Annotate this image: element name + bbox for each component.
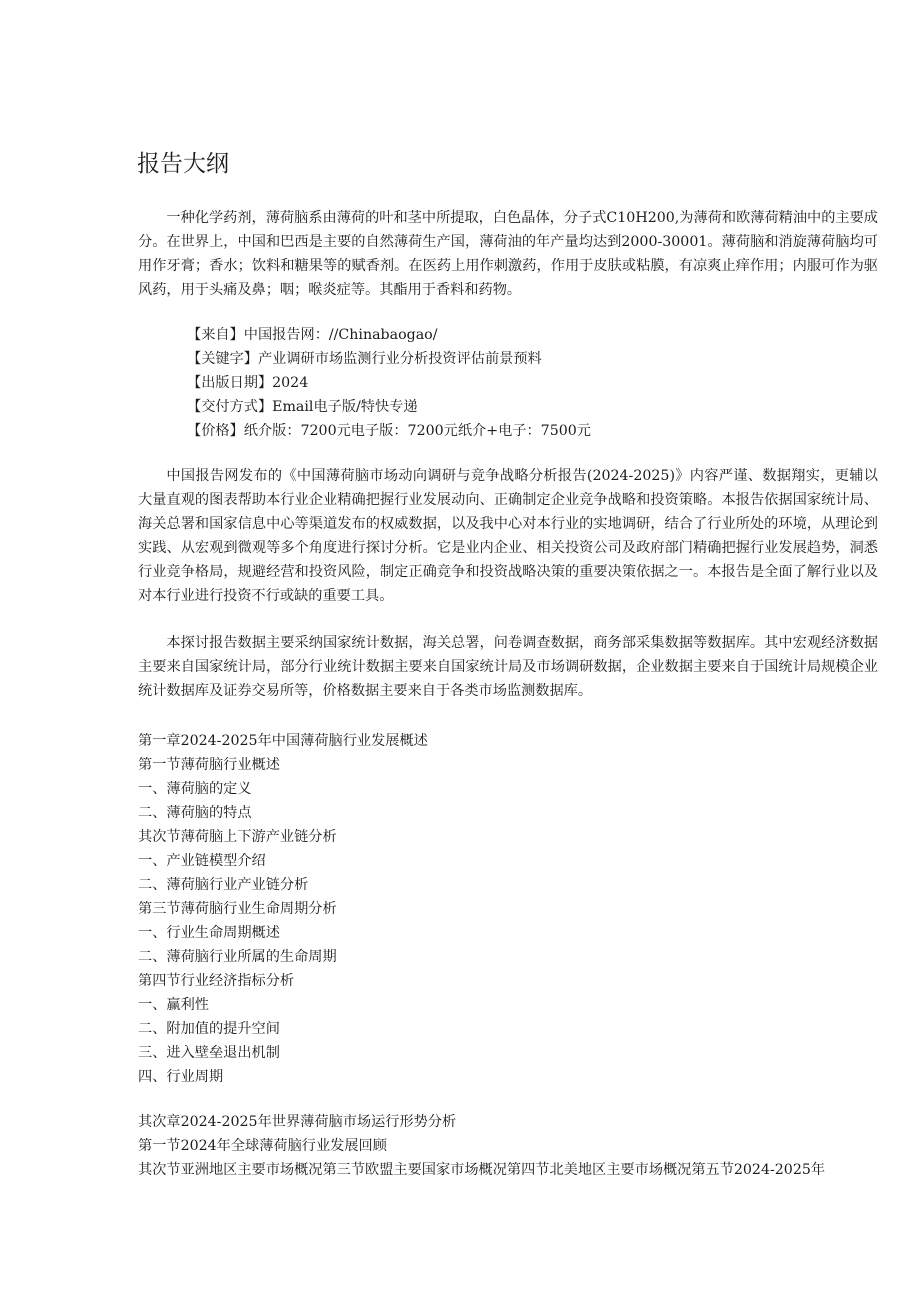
toc-item: 一、薄荷脑的定义 xyxy=(138,781,252,797)
toc-item: 一、产业链模型介绍 xyxy=(138,853,266,869)
toc-chapter-2 xyxy=(138,1110,825,1182)
meta-delivery: 【交付方式】Email电子版/特快专递 xyxy=(187,399,418,415)
toc-heading: 第一章2024-2025年中国薄荷脑行业发展概述 xyxy=(138,733,428,749)
meta-keywords: 【关键字】产业调研市场监测行业分析投资评估前景预料 xyxy=(187,351,542,367)
toc-item: 二、薄荷脑的特点 xyxy=(138,805,252,821)
toc-item: 其次节薄荷脑上下游产业链分析 xyxy=(138,829,337,845)
toc-item: 第一节2024年全球薄荷脑行业发展回顾 xyxy=(138,1138,387,1154)
toc-item: 二、附加值的提升空间 xyxy=(138,1021,280,1037)
toc-item: 三、进入壁垒退出机制 xyxy=(138,1045,280,1061)
sources-paragraph: 本探讨报告数据主要采纳国家统计数据，海关总署，问卷调查数据，商务部采集数据等数据库。其中宏观经济数据主要来自国家统计局，部分行业统计数据主要来自国家统计局及市场调研数据，企业数据主要来自于国统计局规模企业统计数据库及证券交易所等，价格数据主要来自于各类市场监测数据库。 xyxy=(138,635,878,699)
toc-item: 第三节薄荷脑行业生命周期分析 xyxy=(138,901,337,917)
toc-item: 一、赢利性 xyxy=(138,997,209,1013)
toc-chapter-1 xyxy=(138,729,428,1089)
toc-item: 一、行业生命周期概述 xyxy=(138,925,280,941)
meta-price: 【价格】纸介版：7200元电子版：7200元纸介+电子：7500元 xyxy=(187,423,591,439)
report-meta-list xyxy=(187,323,591,443)
description-paragraph: 中国报告网发布的《中国薄荷脑市场动向调研与竞争战略分析报告(2024-2025)》内容严谨、数据翔实，更辅以大量直观的图表帮助本行业企业精确把握行业发展动向、正确制定企业竞争战略和投资策略。本报告依据国家统计局、海关总署和国家信息中心等渠道发布的权威数据，以及我中心对本行业的实地调研，结合了行业所处的环境，从理论到实践、从宏观到微观等多个角度进行探讨分析。它是业内企业、相关投资公司及政府部门精确把握行业发展趋势，洞悉行业竞争格局，规避经营和投资风险，制定正确竞争和投资战略决策的重要决策依据之一。本报告是全面了解行业以及对本行业进行投资不行或缺的重要工具。 xyxy=(138,468,878,604)
page-title: 报告大纲 xyxy=(137,151,229,177)
toc-item: 二、薄荷脑行业所属的生命周期 xyxy=(138,949,337,965)
meta-source: 【来自】中国报告网：//Chinabaogao/ xyxy=(187,327,438,343)
meta-publish-date: 【出版日期】2024 xyxy=(187,375,309,391)
intro-paragraph: 一种化学药剂，薄荷脑系由薄荷的叶和茎中所提取，白色晶体，分子式C10H200,为薄荷和欧薄荷精油中的主要成分。在世界上，中国和巴西是主要的自然薄荷生产国，薄荷油的年产量均达到2000-30001。薄荷脑和消旋薄荷脑均可用作牙膏；香水；饮料和糖果等的赋香剂。在医药上用作刺激药，作用于皮肤或粘膜，有凉爽止痒作用；内服可作为驱风药，用于头痛及鼻；咽；喉炎症等。其酯用于香料和药物。 xyxy=(138,210,878,298)
toc-item: 四、行业周期 xyxy=(138,1069,224,1085)
toc-heading: 其次章2024-2025年世界薄荷脑市场运行形势分析 xyxy=(138,1114,457,1130)
toc-item: 第四节行业经济指标分析 xyxy=(138,973,295,989)
toc-item: 二、薄荷脑行业产业链分析 xyxy=(138,877,309,893)
toc-item: 其次节亚洲地区主要市场概况第三节欧盟主要国家市场概况第四节北美地区主要市场概况第五节2024-2025年 xyxy=(138,1162,826,1178)
toc-item: 第一节薄荷脑行业概述 xyxy=(138,757,280,773)
